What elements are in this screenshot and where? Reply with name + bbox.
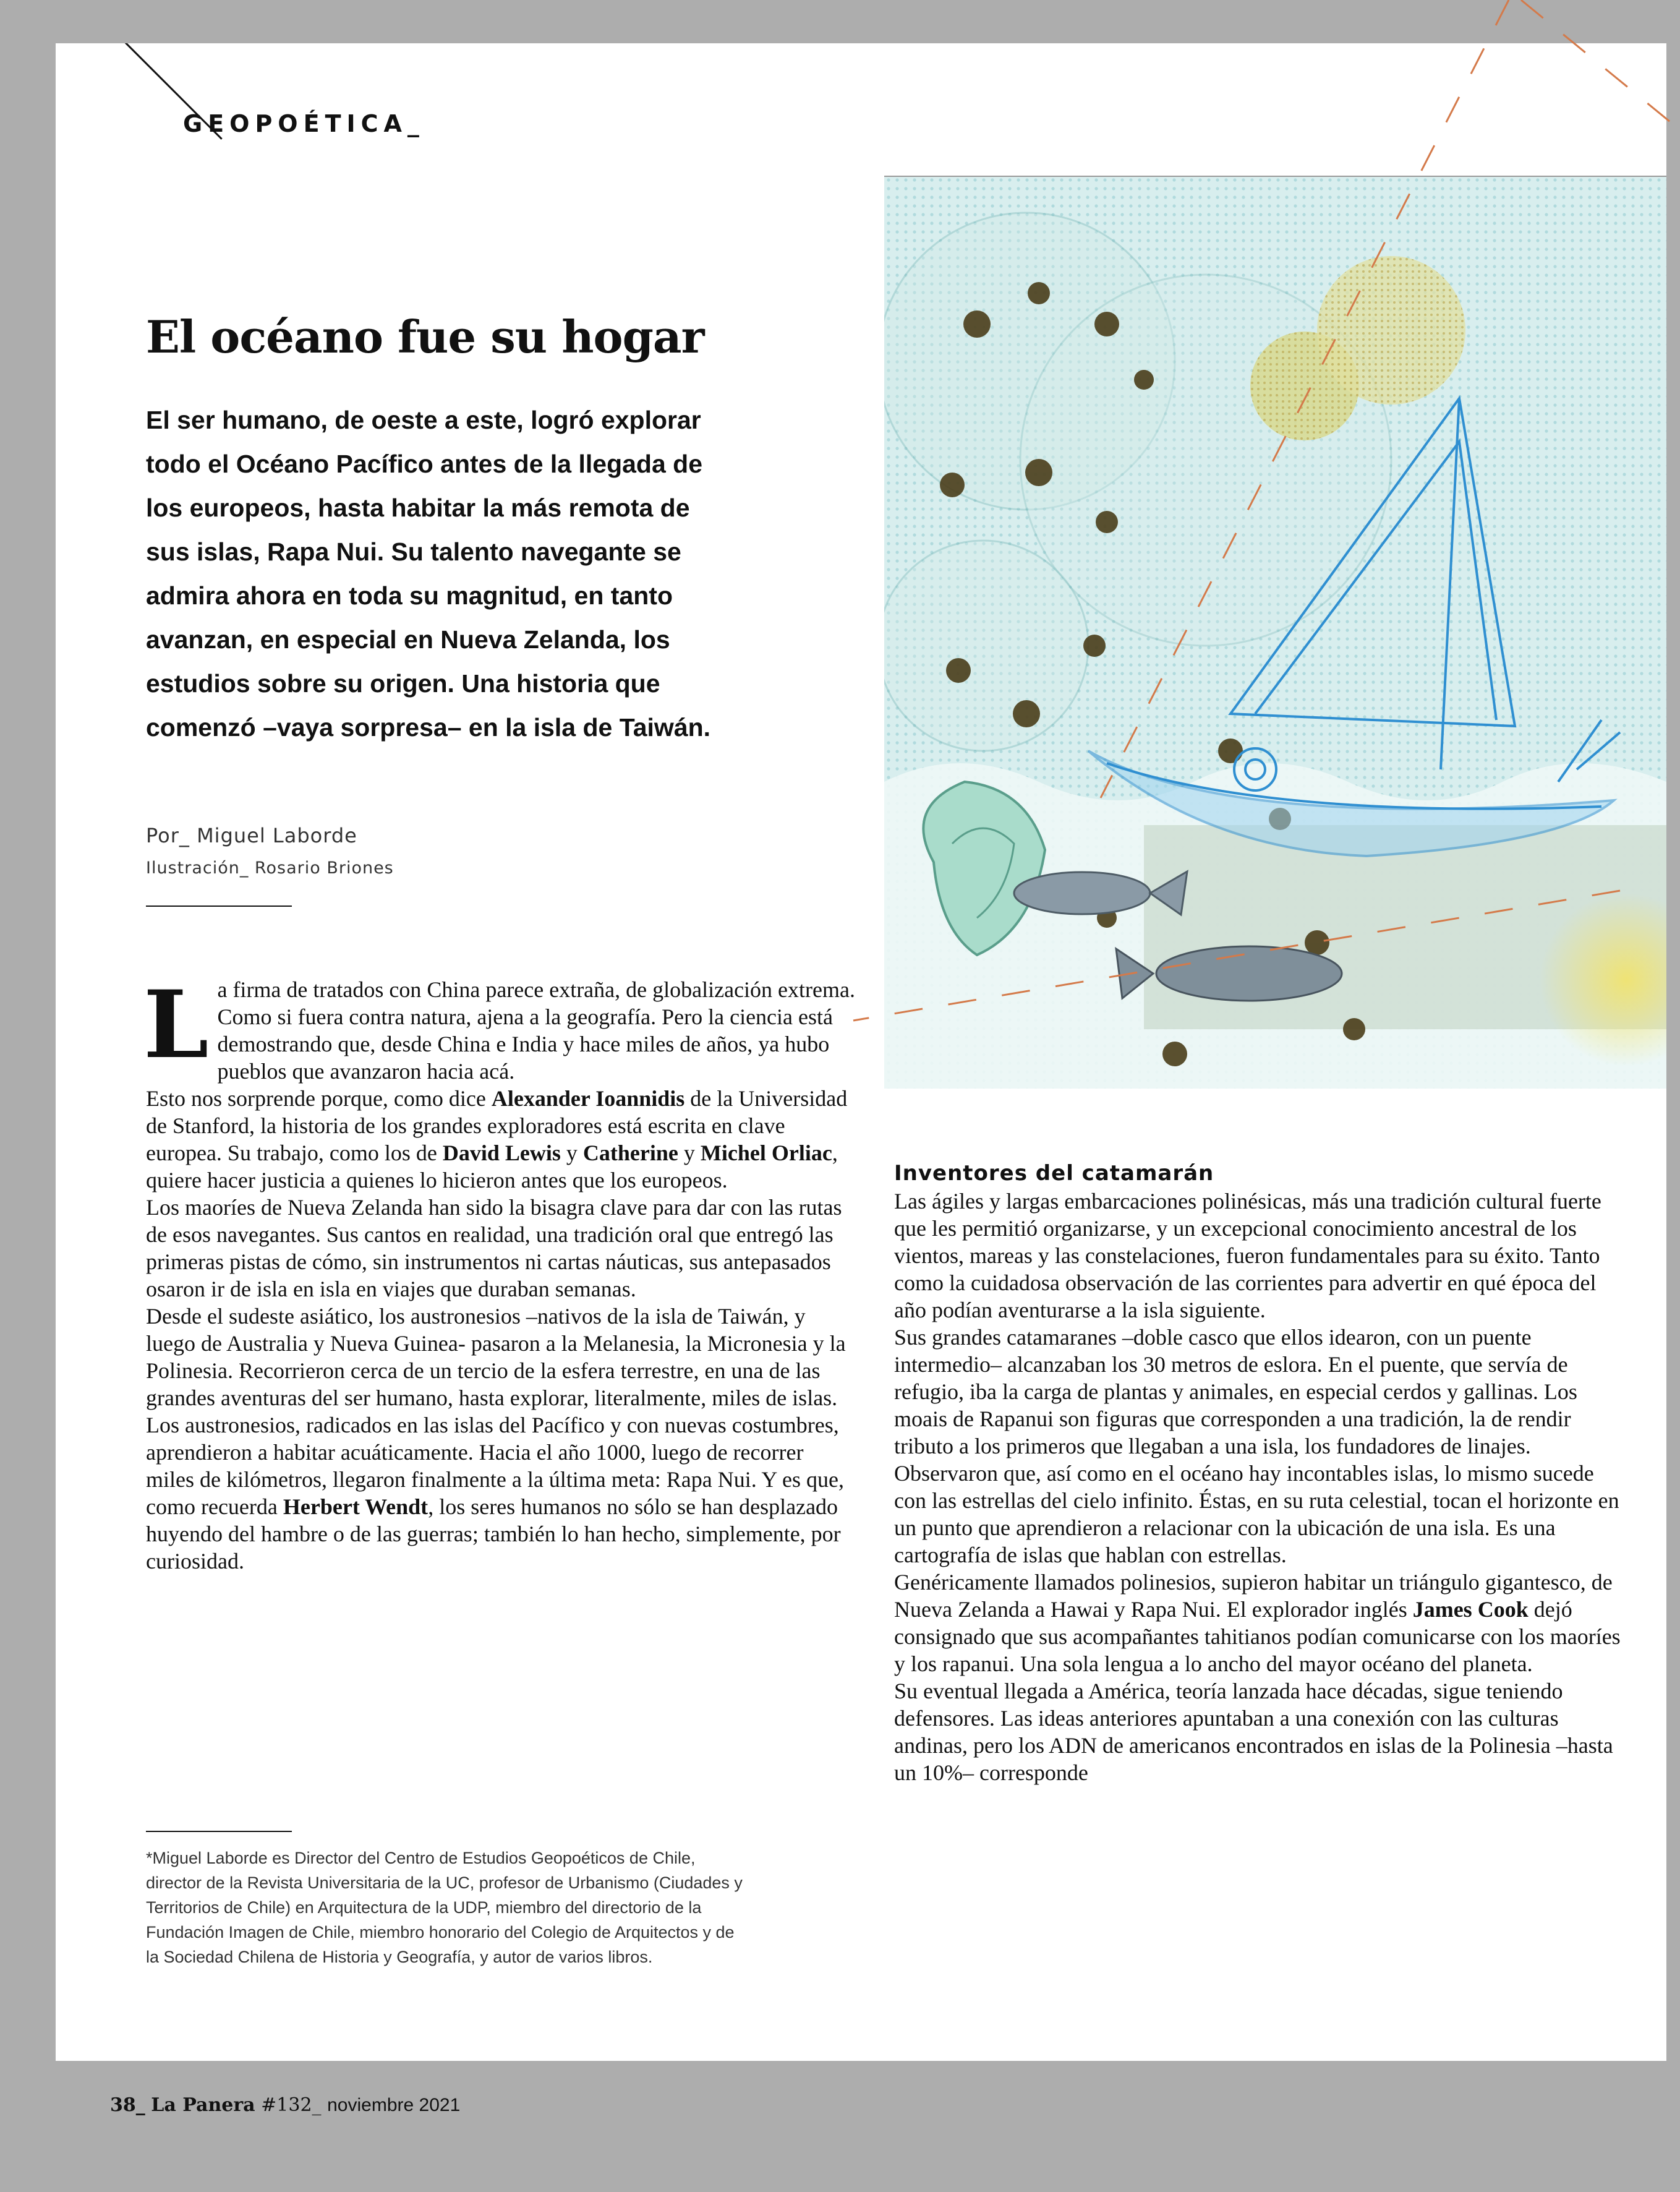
name-herbert-wendt: Herbert Wendt xyxy=(283,1494,429,1519)
paragraph-2-text-g: y xyxy=(678,1141,701,1165)
paragraph-8: Observaron que, así como en el océano hay incontables islas, lo mismo sucede con las estrellas del cielo infinito. Éstas, en su ruta celestial, tocan el horizonte en un punto que aprendieron a relacionar con la ubicación de una isla. Es una cartografía de islas que hablan con estrellas. xyxy=(894,1461,1619,1567)
magazine-name: La Panera xyxy=(151,2094,255,2116)
name-david-lewis: David Lewis xyxy=(442,1141,561,1165)
body-column-right xyxy=(894,1159,1630,1786)
issue-number: #132_ xyxy=(261,2094,322,2116)
paragraph-9-text-a: Genéricamente llamados polinesios, supieron habitar un triángulo gigantesco, de Nueva Zelanda a Hawai y Rapa Nui. El explorador inglés xyxy=(894,1570,1613,1622)
issue-date: noviembre 2021 xyxy=(327,2095,461,2115)
name-catherine: Catherine xyxy=(582,1141,678,1165)
illustration-credit: Ilustración_ Rosario Briones xyxy=(146,858,394,878)
body-column-left xyxy=(143,970,857,1575)
drop-cap: L xyxy=(143,970,209,1079)
footnote-divider xyxy=(146,1831,292,1832)
paragraph-4: Desde el sudeste asiático, los austronesios –nativos de la isla de Taiwán, y luego de Australia y Nueva Guinea- pasaron a la Melanesia, la Micronesia y la Polinesia. Recorrieron cerca de un tercio de la esfera terrestre, en una de las grandes aventuras del ser humano, hasta explorar, literalmente, miles de islas. xyxy=(146,1304,846,1410)
paragraph-9 xyxy=(894,1569,1630,1677)
paragraph-9-text-c: dejó consignado que sus acompañantes tahitianos podían comunicarse con los maoríes y los rapanui. Una sola lengua a lo ancho del mayor océano del planeta. xyxy=(894,1597,1621,1676)
author-footnote: *Miguel Laborde es Director del Centro de Estudios Geopoéticos de Chile, director de la Revista Universitaria de la UC, profesor de Urbanismo (Ciudades y Territorios de Chile) en Arquitectura de la UDP, miembro del directorio de la Fundación Imagen de Chile, miembro honorario del Colegio de Arquitectos y de la Sociedad Chilena de Historia y Geografía, y autor de varios libros. xyxy=(146,1849,743,1966)
name-alexander-ioannidis: Alexander Ioannidis xyxy=(491,1086,685,1111)
page-footer xyxy=(110,2094,460,2116)
paragraph-2 xyxy=(146,1085,857,1194)
paragraph-2-text-a: Esto nos sorprende porque, como dice xyxy=(146,1086,492,1111)
page-number: 38_ xyxy=(110,2094,145,2116)
paragraph-10: Su eventual llegada a América, teoría lanzada hace décadas, sigue teniendo defensores. Las ideas anteriores apuntaban a una conexión con las culturas andinas, pero los ADN de americanos encontrados en islas de la Polinesia –hasta un 10%– corresponde xyxy=(894,1679,1613,1785)
paragraph-7: Sus grandes catamaranes –doble casco que ellos idearon, con un puente intermedio– alcanzaban los 30 metros de eslora. En el puente, que servía de refugio, iba la carga de plantas y animales, en especial cerdos y gallinas. Los moais de Rapanui son figuras que corresponden a una tradición, la de rendir tributo a los primeros que llegaban a una isla, los fundadores de linajes. xyxy=(894,1325,1577,1458)
paragraph-2-text-c: de la Universidad de Stanford, la historia de los grandes exploradores está escrita en clave europea. Su trabajo, como los de xyxy=(146,1086,848,1165)
magazine-page xyxy=(56,43,1666,2061)
name-michel-orliac: Michel Orliac xyxy=(700,1141,832,1165)
paragraph-5-text-c: , los seres humanos no sólo se han desplazado huyendo del hambre o de las guerras; también lo han hecho, simplemente, por curiosidad. xyxy=(146,1494,841,1573)
paragraph-2-text-i: , quiere hacer justicia a quienes lo hicieron antes que los europeos. xyxy=(146,1141,838,1192)
ocean-illustration xyxy=(884,176,1666,1089)
paragraph-5 xyxy=(146,1411,857,1575)
paragraph-5-text-a: Los austronesios, radicados en las islas del Pacífico y con nuevas costumbres, aprendieron a habitar acuáticamente. Hacia el año 1000, luego de recorrer miles de kilómetros, llegaron finalmente a la última meta: Rapa Nui. Y es que, como recuerda xyxy=(146,1413,845,1519)
paragraph-6: Las ágiles y largas embarcaciones polinésicas, más una tradición cultural fuerte que les permitió organizarse, y un excepcional conocimiento ancestral de los vientos, mareas y las constelaciones, fueron fundamentales para su éxito. Tanto como la cuidadosa observación de las corrientes para advertir en qué época del año podían aventurarse a la isla siguiente. xyxy=(894,1189,1601,1322)
byline-divider xyxy=(146,905,292,907)
byline: Por_ Miguel Laborde xyxy=(146,824,357,847)
paragraph-3: Los maoríes de Nueva Zelanda han sido la bisagra clave para dar con las rutas de esos navegantes. Sus cantos en realidad, una tradición oral que entregó las primeras pistas de cómo, sin instrumentos ni cartas náuticas, sus antepasados osaron ir de isla en isla en viajes que duraban semanas. xyxy=(146,1195,842,1301)
paragraph-1 xyxy=(143,970,857,1085)
name-james-cook: James Cook xyxy=(1412,1597,1529,1622)
section-label: GEOPOÉTICA_ xyxy=(183,110,425,137)
article-lead: El ser humano, de oeste a este, logró explorar todo el Océano Pacífico antes de la llegada de los europeos, hasta habitar la más remota de sus islas, Rapa Nui. Su talento navegante se admira ahora en toda su magnitud, en tanto avanzan, en especial en Nueva Zelanda, los estudios sobre su origen. Una historia que comenzó –vaya sorpresa– en la isla de Taiwán. xyxy=(146,406,711,742)
paragraph-1-text: a firma de tratados con China parece extraña, de globalización extrema. Como si fuera contra natura, ajena a la geografía. Pero la ciencia está demostrando que, desde China e India y hace miles de años, ya hubo pueblos que avanzaron hacia acá. xyxy=(217,977,855,1084)
subheading: Inventores del catamarán xyxy=(894,1161,1214,1186)
article-title: El océano fue su hogar xyxy=(146,310,704,363)
paragraph-2-text-e: y xyxy=(560,1141,583,1165)
